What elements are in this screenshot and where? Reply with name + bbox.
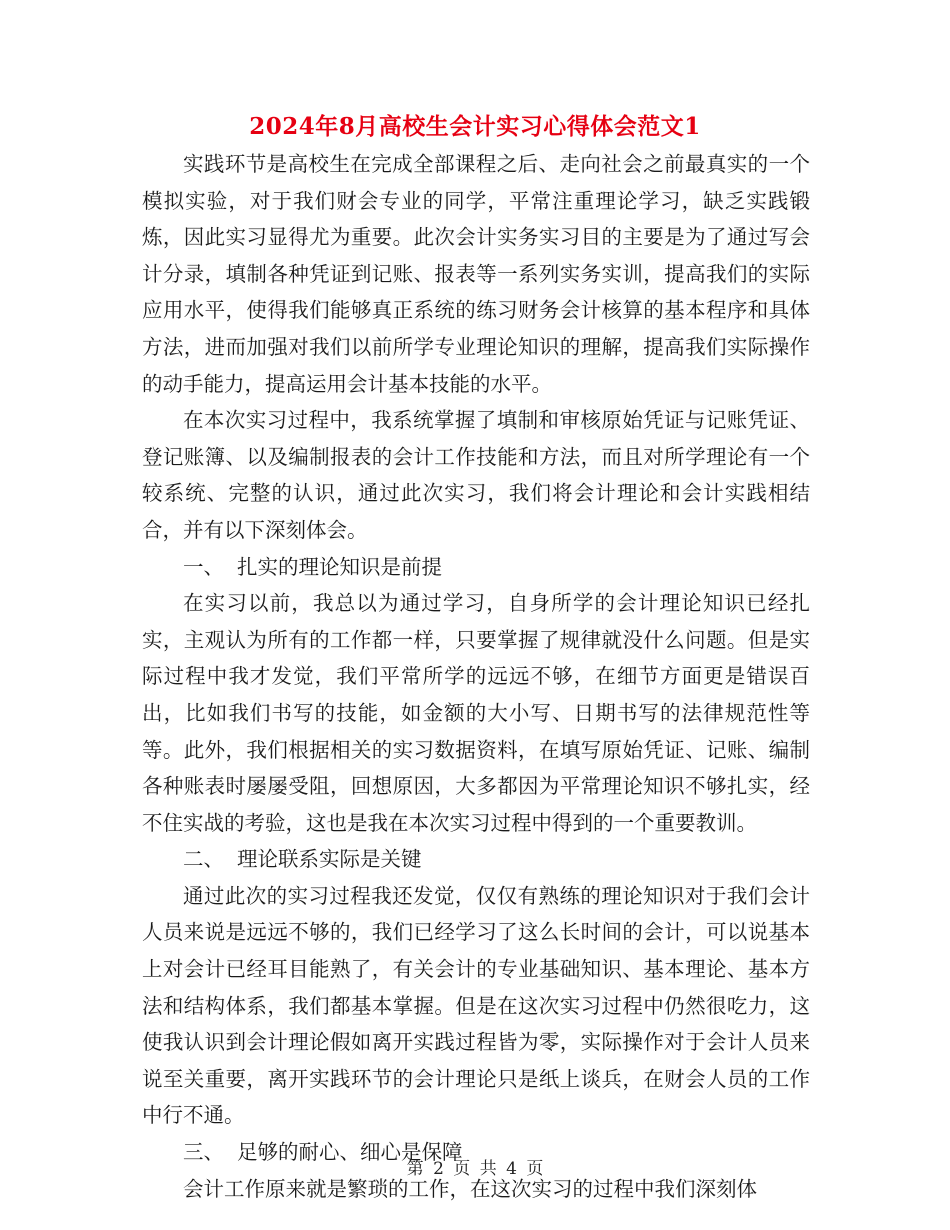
document-body [142,146,810,1207]
section-text-2: 通过此次的实习过程我还发觉，仅仅有熟练的理论知识对于我们会计人员来说是远远不够的，我们已经学习了这么长时间的会计，可以说基本上对会计已经耳目能熟了，有关会计的专业基础知识、基本理论、基本方法和结构体系，我们都基本掌握。但是在这次实习过程中仍然很吃力，这使我认识到会计理论假如离开实践过程皆为零，实际操作对于会计人员来说至关重要，离开实践环节的会计理论只是纸上谈兵，在财会人员的工作中行不通。 [142,883,810,1128]
section-text-3: 会计工作原来就是繁琐的工作，在这次实习的过程中我们深刻体 [183,1176,757,1201]
paragraph-intro: 实践环节是高校生在完成全部课程之后、走向社会之前最真实的一个模拟实验，对于我们财会专业的同学，平常注重理论学习，缺乏实践锻炼，因此实习显得尤为重要。此次会计实务实习目的主要是为了通过写会计分录，填制各种凭证到记账、报表等一系列实务实训，提高我们的实际应用水平，使得我们能够真正系统的练习财务会计核算的基本程序和具体方法，进而加强对我们以前所学专业理论知识的理解，提高我们实际操作的动手能力，提高运用会计基本技能的水平。 [142,152,810,396]
section-text-1: 在实习以前，我总以为通过学习，自身所学的会计理论知识已经扎实，主观认为所有的工作都一样，只要掌握了规律就没什么问题。但是实际过程中我才发觉，我们平常所学的远远不够，在细节方面更是错误百出，比如我们书写的技能，如金额的大小写、日期书写的法律规范性等等。此外，我们根据相关的实习数据资料，在填写原始凭证、记账、编制各种账表时屡屡受阻，回想原因，大多都因为平常理论知识不够扎实，经不住实战的考验，这也是我在本次实习过程中得到的一个重要教训。 [142,591,810,835]
document-title: 2024年8月高校生会计实习心得体会范文1 [249,113,701,140]
section-heading-2: 二、 理论联系实际是关键 [183,847,422,872]
paragraph-summary: 在本次实习过程中，我系统掌握了填制和审核原始凭证与记账凭证、登记账簿、以及编制报表的会计工作技能和方法，而且对所学理论有一个较系统、完整的认识，通过此次实习，我们将会计理论和会计实践相结合，并有以下深刻体会。 [142,408,810,542]
section-heading-3: 三、 足够的耐心、细心是保障 [183,1140,463,1165]
section-heading-1: 一、 扎实的理论知识是前提 [183,554,443,579]
page-footer: 第 2 页 共 4 页 [406,1159,544,1179]
